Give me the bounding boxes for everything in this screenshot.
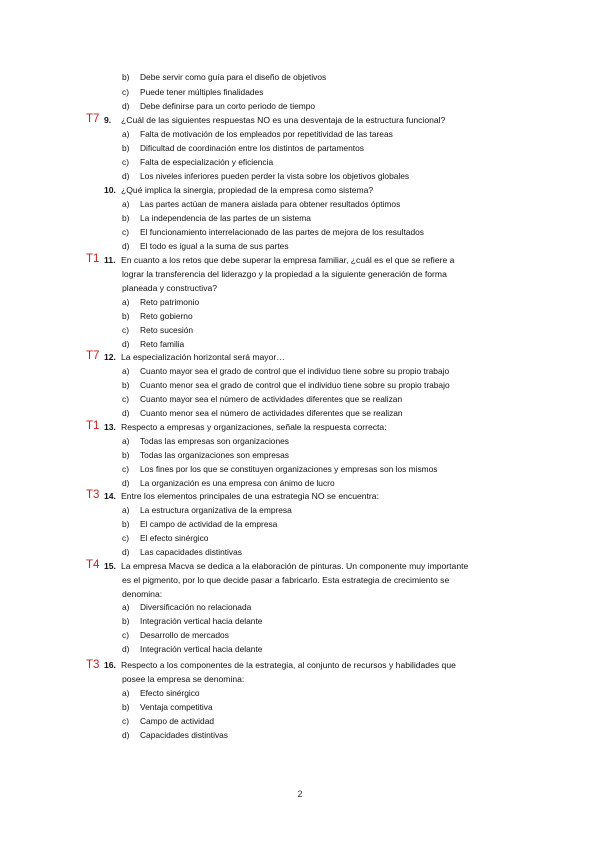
option-15b: b) Integración vertical hacia delante xyxy=(122,616,263,626)
question-number: 11. xyxy=(104,255,116,265)
option-13d: d) La organización es una empresa con ánimo de lucro xyxy=(122,478,335,488)
topic-tag-q9: T7 xyxy=(86,113,100,125)
topic-tag-q14: T3 xyxy=(86,489,100,501)
option-15d: d) Integración vertical hacia delante xyxy=(122,644,263,654)
option-14d: d) Las capacidades distintivas xyxy=(122,547,242,557)
topic-tag-q11: T1 xyxy=(86,253,100,265)
option-9a: a) Falta de motivación de los empleados por repetitividad de las tareas xyxy=(122,129,393,139)
question-11-line-3: planeada y constructiva? xyxy=(122,283,218,293)
option-16d: d) Capacidades distintivas xyxy=(122,730,228,740)
option-15c: c) Desarrollo de mercados xyxy=(122,630,229,640)
question-text-line: La empresa Macva se dedica a la elaboración de pinturas. Un componente muy importante xyxy=(121,561,469,571)
option-16a: a) Efecto sinérgico xyxy=(122,688,200,698)
option-8b: b) Debe servir como guía para el diseño de objetivos xyxy=(122,72,327,82)
question-number: 12. xyxy=(104,352,116,362)
question-number: 14. xyxy=(104,491,116,501)
option-13b: b) Todas las organizaciones son empresas xyxy=(122,450,289,460)
option-14b: b) El campo de actividad de la empresa xyxy=(122,519,278,529)
question-number: 13. xyxy=(104,422,116,432)
question-16-line-2: posee la empresa se denomina: xyxy=(122,674,245,684)
option-8d: d) Debe definirse para un corto periodo de tiempo xyxy=(122,101,316,111)
question-number: 9. xyxy=(104,115,112,125)
option-16b: b) Ventaja competitiva xyxy=(122,702,213,712)
option-10a: a) Las partes actúan de manera aislada para obtener resultados óptimos xyxy=(122,199,401,209)
option-10b: b) La independencia de las partes de un sistema xyxy=(122,213,311,223)
option-16c: c) Campo de actividad xyxy=(122,716,215,726)
option-9c: c) Falta de especialización y eficiencia xyxy=(122,157,274,167)
question-text-line: Respecto a los componentes de la estrategia, al conjunto de recursos y habilidades que xyxy=(121,660,456,670)
question-text: ¿Qué implica la sinergia, propiedad de la empresa como sistema? xyxy=(121,185,374,195)
option-11c: c) Reto sucesión xyxy=(122,325,194,335)
page-number: 2 xyxy=(297,789,303,799)
topic-tag-q13: T1 xyxy=(86,420,100,432)
question-text-line: En cuanto a los retos que debe superar la empresa familiar, ¿cuál es el que se refiere a xyxy=(121,255,455,265)
option-12b: b) Cuanto menor sea el grado de control que el individuo tiene sobre su propio trabajo xyxy=(122,380,450,390)
option-13a: a) Todas las empresas son organizaciones xyxy=(122,436,289,446)
option-14c: c) El efecto sinérgico xyxy=(122,533,209,543)
option-10d: d) El todo es igual a la suma de sus partes xyxy=(122,241,289,251)
question-text: La especialización horizontal será mayor… xyxy=(121,352,285,362)
question-number: 10. xyxy=(104,185,116,195)
topic-tag-q15: T4 xyxy=(86,559,100,571)
option-12d: d) Cuanto menor sea el número de actividades diferentes que se realizan xyxy=(122,408,403,418)
topic-tag-q16: T3 xyxy=(86,659,100,671)
option-10c: c) El funcionamiento interrelacionado de las partes de mejora de los resultados xyxy=(122,227,424,237)
question-text: Respecto a empresas y organizaciones, señale la respuesta correcta: xyxy=(121,422,387,432)
option-11b: b) Reto gobierno xyxy=(122,311,193,321)
question-15-line-3: denomina: xyxy=(122,589,163,599)
question-text: Entre los elementos principales de una estrategia NO se encuentra: xyxy=(121,491,379,501)
option-11a: a) Reto patrimonio xyxy=(122,297,200,307)
option-9d: d) Los niveles inferiores pueden perder la vista sobre los objetivos globales xyxy=(122,171,410,181)
question-11-line-2: lograr la transferencia del liderazgo y la propiedad a la siguiente generación de forma xyxy=(122,269,447,279)
option-14a: a) La estructura organizativa de la empresa xyxy=(122,505,292,515)
question-number: 16. xyxy=(104,660,116,670)
option-15a: a) Diversificación no relacionada xyxy=(122,602,252,612)
option-12a: a) Cuanto mayor sea el grado de control que el individuo tiene sobre su propio trabajo xyxy=(122,366,450,376)
question-15-line-2: es el pigmento, por lo que decide pasar a fabricarlo. Esta estrategia de crecimiento se xyxy=(122,575,450,585)
option-9b: b) Dificultad de coordinación entre los distintos de partamentos xyxy=(122,143,364,153)
question-text: ¿Cuál de las siguientes respuestas NO es una desventaja de la estructura funcional? xyxy=(121,115,446,125)
topic-tag-q12: T7 xyxy=(86,350,100,362)
option-12c: c) Cuanto mayor sea el número de actividades diferentes que se realizan xyxy=(122,394,403,404)
option-11d: d) Reto familia xyxy=(122,339,185,349)
option-13c: c) Los fines por los que se constituyen organizaciones y empresas son los mismos xyxy=(122,464,438,474)
question-number: 15. xyxy=(104,561,116,571)
option-8c: c) Puede tener múltiples finalidades xyxy=(122,87,264,97)
